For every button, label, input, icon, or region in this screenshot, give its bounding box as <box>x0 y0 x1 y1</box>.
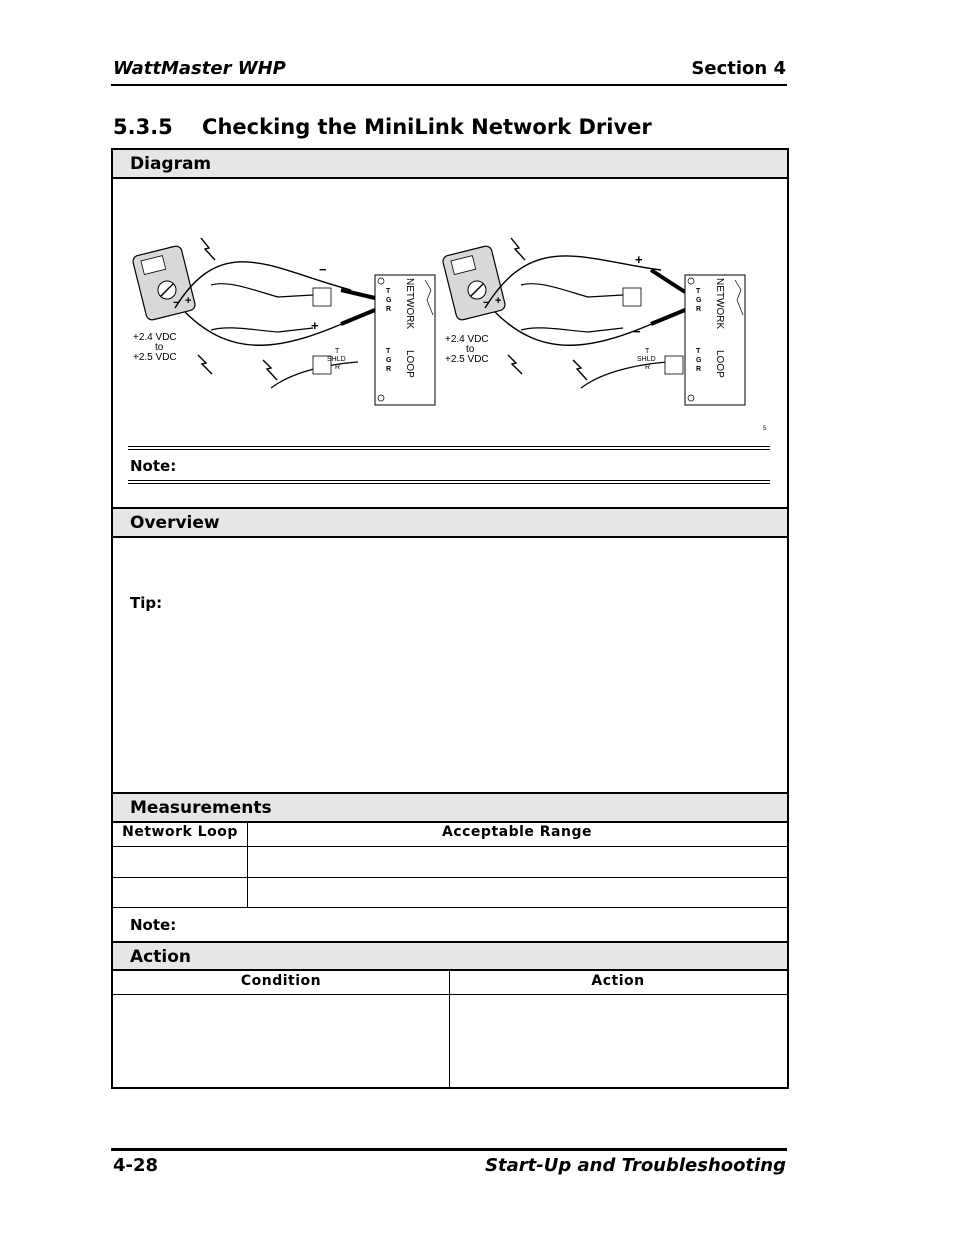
section-title: Checking the MiniLink Network Driver <box>202 115 652 139</box>
right-voltage-line3: +2.5 VDC <box>445 354 489 365</box>
left-net-g: G <box>386 297 392 304</box>
left-meter-plus: + <box>185 295 192 307</box>
measurements-note-label: Note: <box>130 916 177 934</box>
left-loop-t: T <box>386 348 391 355</box>
corner-mark: 5 <box>763 426 767 432</box>
footer-rule <box>111 1148 787 1151</box>
overview-heading: Overview <box>130 513 220 533</box>
table-rule <box>113 907 787 908</box>
right-shld: SHLD <box>637 356 656 363</box>
section-heading <box>113 115 652 139</box>
right-meter-minus: − <box>483 297 490 309</box>
right-loop-label: LOOP <box>714 350 725 378</box>
right-loop-r: R <box>696 366 702 373</box>
table-divider <box>449 970 450 1087</box>
procedure-box <box>111 148 789 1089</box>
left-probe-top: − <box>319 262 327 277</box>
left-loop-g: G <box>386 357 392 364</box>
right-shld-r: R <box>645 364 651 371</box>
left-probe-bottom: + <box>311 318 319 333</box>
diagram-note-label: Note: <box>130 457 177 475</box>
right-shld-t: T <box>645 348 650 355</box>
diagram-heading: Diagram <box>130 154 212 174</box>
section-number: 5.3.5 <box>113 115 173 139</box>
tip-label: Tip: <box>130 594 163 612</box>
right-voltage-line2: to <box>466 344 475 355</box>
right-probe-bottom: − <box>633 324 641 339</box>
chapter-title: Start-Up and Troubleshooting <box>485 1155 786 1176</box>
header-rule <box>111 84 787 86</box>
left-voltage-line1: +2.4 VDC <box>133 332 177 343</box>
note-rule-bottom <box>128 480 770 484</box>
note-rule-top <box>128 446 770 450</box>
action-heading: Action <box>130 947 191 967</box>
right-voltage-line1: +2.4 VDC <box>445 334 489 345</box>
action-heading-bar <box>113 941 787 971</box>
table-rule <box>113 846 787 847</box>
left-shld-t: T <box>335 348 340 355</box>
left-wiring-panel <box>132 238 435 405</box>
table-rule <box>113 994 787 995</box>
right-loop-t: T <box>696 348 701 355</box>
page-number: 4-28 <box>113 1155 159 1176</box>
column-header-action: Action <box>591 973 645 989</box>
doc-title: WattMaster WHP <box>113 58 286 79</box>
left-network-label: NETWORK <box>404 278 415 330</box>
measurements-heading: Measurements <box>130 798 272 818</box>
right-multimeter <box>442 245 506 321</box>
measurements-heading-bar <box>113 792 787 823</box>
left-multimeter <box>132 245 196 321</box>
column-header-acceptable-range: Acceptable Range <box>442 824 592 840</box>
right-net-g: G <box>696 297 702 304</box>
right-net-t: T <box>696 288 701 295</box>
table-divider <box>247 823 248 907</box>
right-wiring-panel <box>442 238 745 405</box>
lightning-icon <box>201 238 215 260</box>
right-probe-top: + <box>635 252 643 267</box>
lightning-icon <box>263 360 277 380</box>
section-label: Section 4 <box>691 58 786 79</box>
overview-heading-bar <box>113 507 787 538</box>
left-net-t: T <box>386 288 391 295</box>
left-voltage-line2: to <box>155 342 164 353</box>
left-net-r: R <box>386 306 392 313</box>
right-loop-g: G <box>696 357 702 364</box>
lightning-icon <box>573 360 587 380</box>
table-rule <box>113 877 787 878</box>
lightning-icon <box>508 355 522 374</box>
right-net-r: R <box>696 306 702 313</box>
right-network-label: NETWORK <box>714 278 725 330</box>
lightning-icon <box>198 355 212 374</box>
left-voltage-line3: +2.5 VDC <box>133 352 177 363</box>
left-shld: SHLD <box>327 356 346 363</box>
left-meter-minus: − <box>173 297 180 309</box>
wiring-diagram <box>113 150 787 450</box>
right-meter-plus: + <box>495 295 502 307</box>
column-header-network-loop: Network Loop <box>122 824 238 840</box>
left-loop-label: LOOP <box>404 350 415 378</box>
column-header-condition: Condition <box>240 973 322 989</box>
left-shld-r: R <box>335 364 341 371</box>
lightning-icon <box>511 238 525 260</box>
left-loop-r: R <box>386 366 392 373</box>
